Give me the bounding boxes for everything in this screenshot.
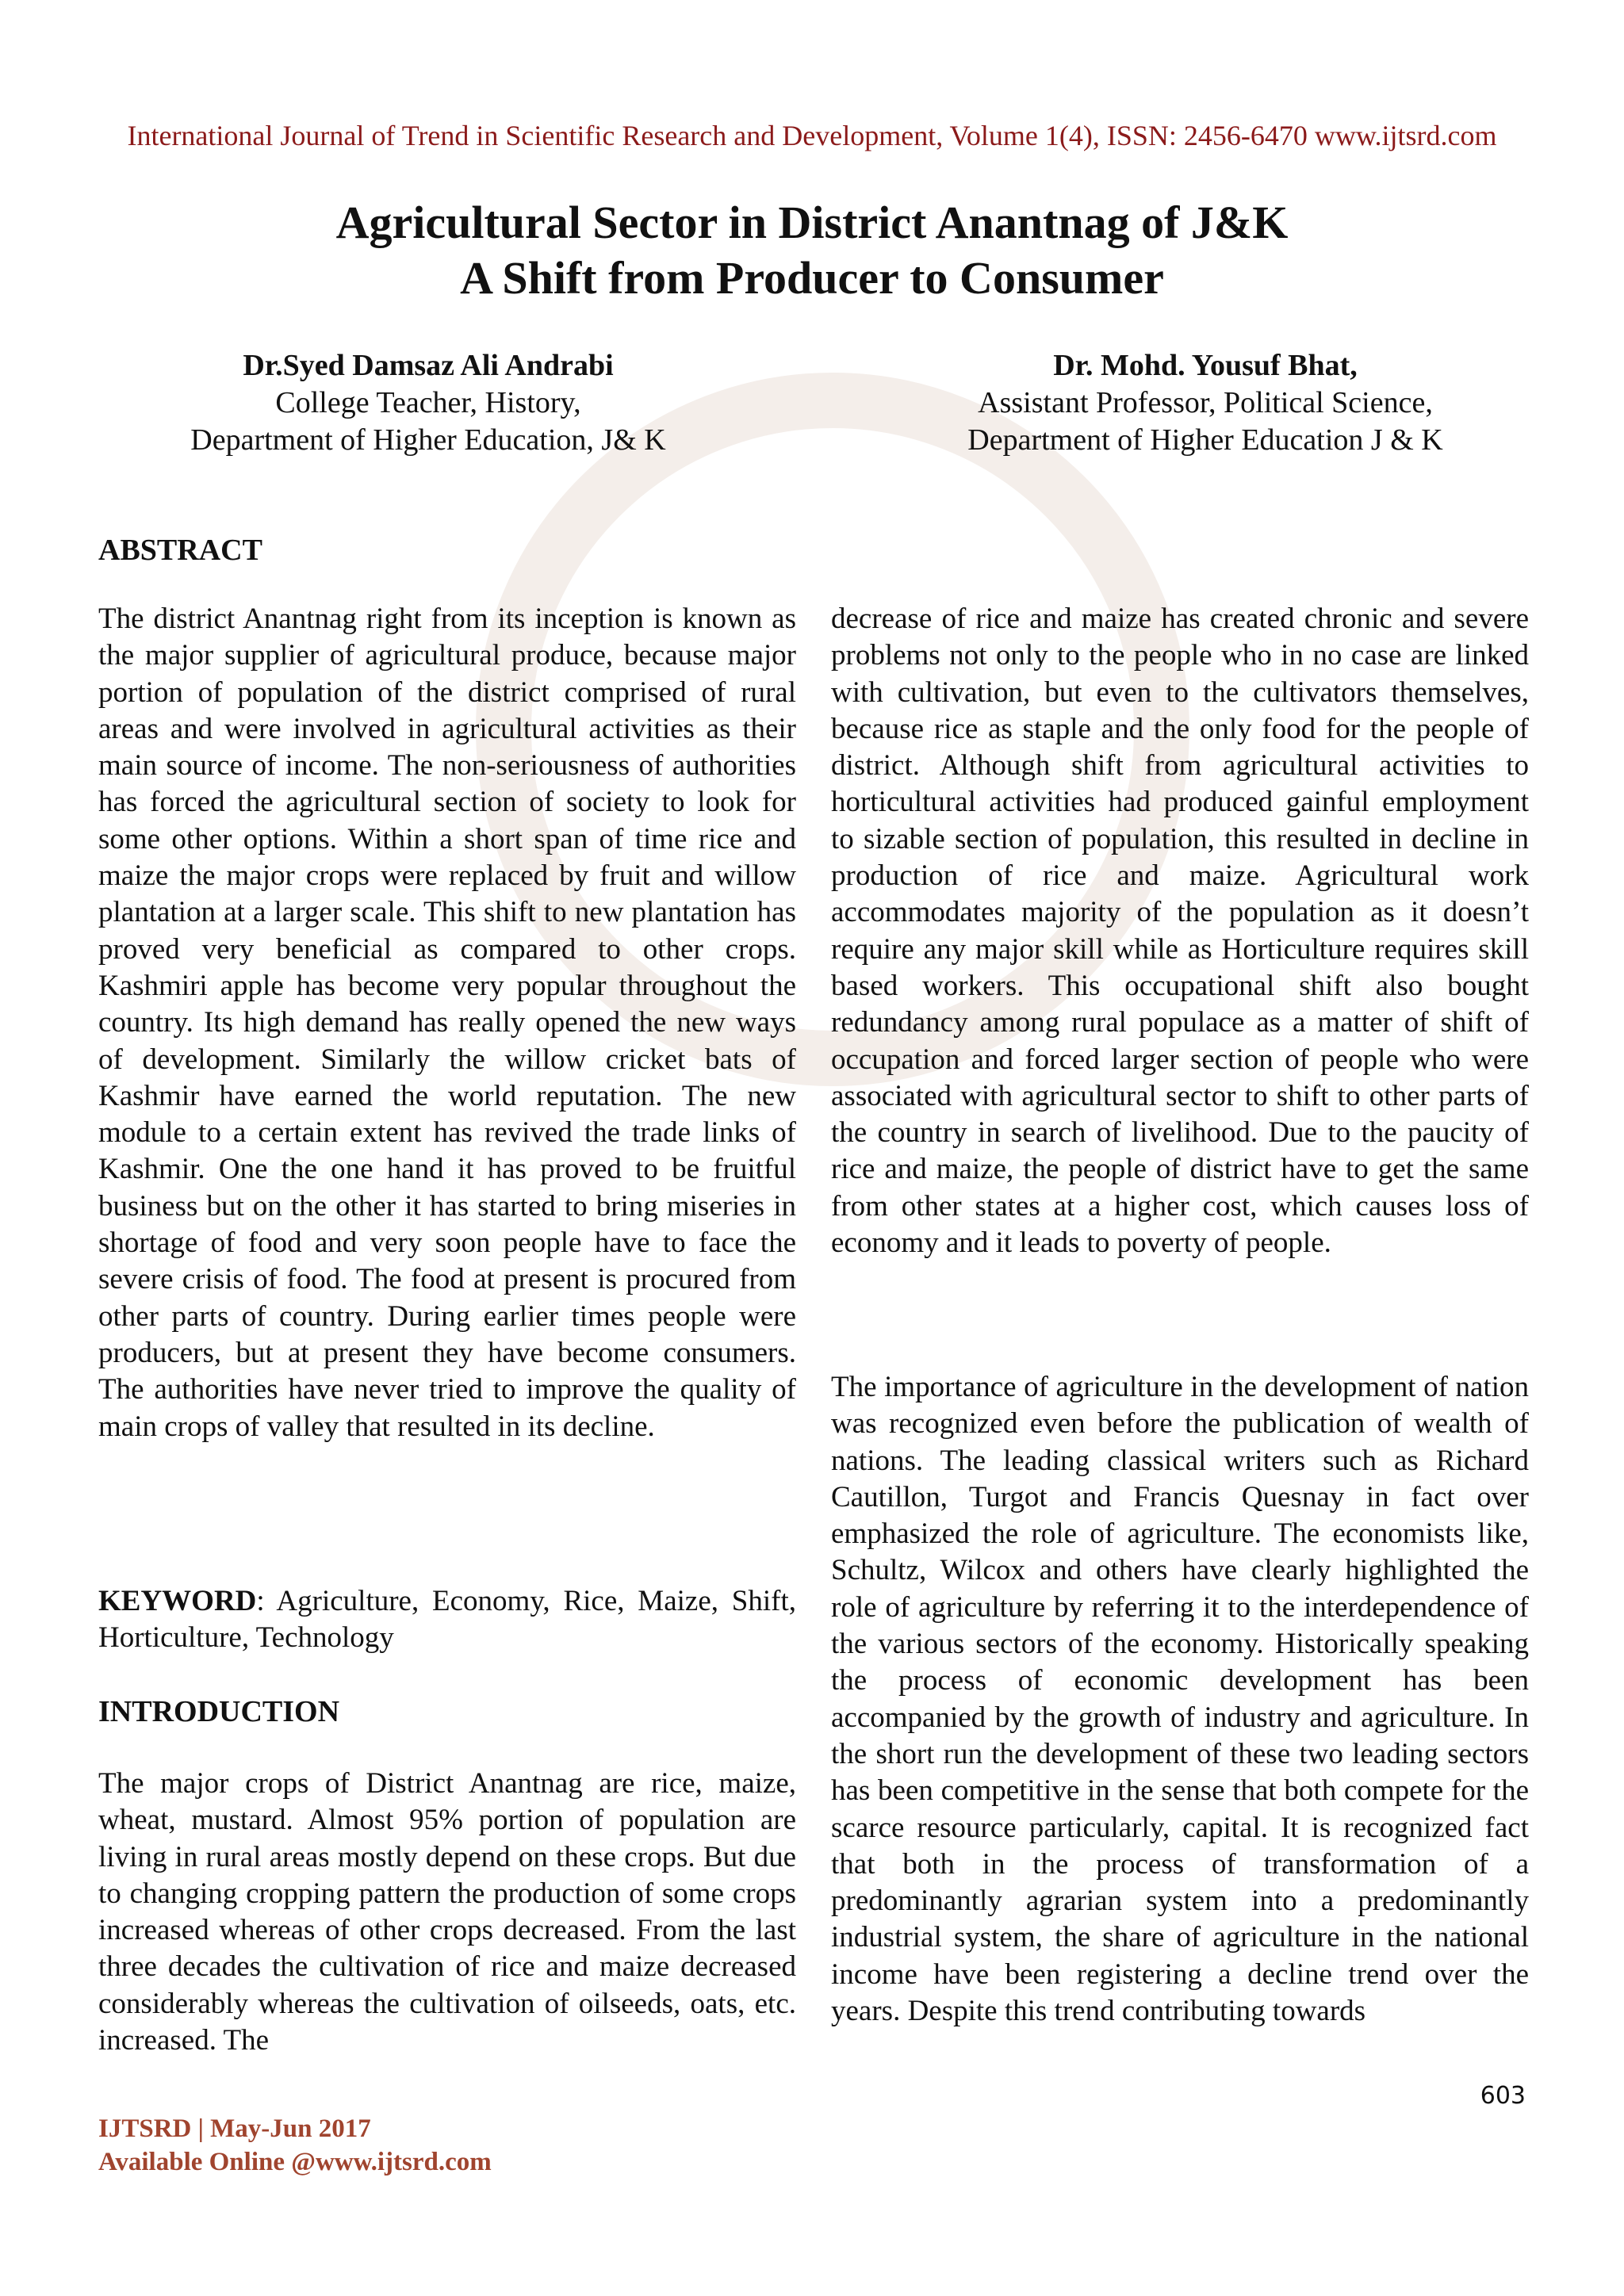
author-name: Dr.Syed Damsaz Ali Andrabi: [243, 349, 614, 382]
abstract-heading: ABSTRACT: [98, 534, 262, 567]
right-column-lower: [831, 1369, 1529, 2030]
paper-title: [0, 195, 1624, 306]
introduction-text: The major crops of District Anantnag are rice, maize, wheat, mustard. Almost 95% portion of population are living in rural areas mostly depend on these crops. But due to changing cropping pattern the production of some crops increased whereas of other crops decreased. From the last three decades the cultivation of rice and maize decreased considerably whereas the cultivation of oilseeds, oats, etc. increased. The: [98, 1767, 796, 2057]
left-column: [98, 601, 796, 1445]
keywords-block: [98, 1583, 796, 1657]
running-header: International Journal of Trend in Scientific Research and Development, Volume 1(4), ISSN: 2456-6470 www.ijtsrd.com: [127, 120, 1497, 151]
introduction-block: [98, 1766, 796, 2059]
right-column: [831, 601, 1529, 1261]
footer-website: Available Online @www.ijtsrd.com: [98, 2148, 492, 2176]
keywords-list: : Agriculture, Economy, Rice, Maize, Shift, Horticulture, Technology: [98, 1585, 796, 1655]
page-number: 603: [1480, 2082, 1526, 2110]
author-position: College Teacher, History,: [275, 386, 581, 419]
footer-journal: IJTSRD | May-Jun 2017: [98, 2114, 371, 2143]
title-line-2: A Shift from Producer to Consumer: [460, 252, 1164, 304]
introduction-heading: INTRODUCTION: [98, 1695, 340, 1728]
keywords-text: [98, 1583, 796, 1657]
author-name: Dr. Mohd. Yousuf Bhat,: [1053, 349, 1358, 382]
author-block-2: [896, 347, 1515, 459]
author-block-1: [119, 347, 737, 459]
abstract-text: The district Anantnag right from its inception is known as the major supplier of agricultural produce, because major portion of population of the district comprised of rural areas and were involved in agricultural activities as their main source of income. The non-seriousness of authorities has forced the agricultural section of society to look for some other options. Within a short span of time rice and maize the major crops were replaced by fruit and willow plantation at a larger scale. This shift to new plantation has proved very beneficial as compared to other crops. Kashmiri apple has become very popular throughout the country. Its high demand has really opened the new ways of development. Similarly the willow cricket bats of Kashmir have earned the world reputation. The new module to a certain extent has revived the trade links of Kashmir. One the one hand it has proved to be fruitful business but on the other it has started to bring miseries in shortage of food and very soon people have to face the severe crisis of food. The food at present is procured from other parts of country. During earlier times people were producers, but at present they have become consumers. The authorities have never tried to improve the quality of main crops of valley that resulted in its decline.: [98, 603, 796, 1443]
right-paragraph-1: decrease of rice and maize has created chronic and severe problems not only to the people who in no case are linked with cultivation, but even to the cultivators themselves, because rice as staple and the only food for the people of district. Although shift from agricultural activities to horticultural activities had produced gainful employment to sizable section of population, this resulted in decline in production of rice and maize. Agricultural work accommodates majority of the population as it doesn’t require any major skill while as Horticulture requires skill based workers. This occupational shift also bought redundancy among rural populace as a matter of shift of occupation and forced larger section of people who were associated with agricultural sector to shift to other parts of the country in search of livelihood. Due to the paucity of rice and maize, the people of district have to get the same from other states at a higher cost, which causes loss of economy and it leads to poverty of people.: [831, 603, 1529, 1260]
keywords-label: KEYWORD: [98, 1585, 257, 1617]
title-line-1: Agricultural Sector in District Anantnag of J&K: [335, 197, 1289, 248]
author-department: Department of Higher Education J & K: [967, 423, 1443, 457]
right-paragraph-2: The importance of agriculture in the development of nation was recognized even before the publication of wealth of nations. The leading classical writers such as Richard Cautillon, Turgot and Francis Quesnay in fact over emphasized the role of agriculture. The economists like, Schultz, Wilcox and others have clearly highlighted the role of agriculture by referring it to the interdependence of the various sectors of the economy. Historically speaking the process of economic development has been accompanied by the growth of industry and agriculture. In the short run the development of these two leading sectors has been competitive in the sense that both compete for the scarce resource particularly, capital. It is recognized fact that both in the process of transformation of a predominantly agrarian system into a predominantly industrial system, the share of agriculture in the national income have been registering a decline trend over the years. Despite this trend contributing towards: [831, 1371, 1529, 2028]
author-department: Department of Higher Education, J& K: [190, 423, 666, 457]
author-position: Assistant Professor, Political Science,: [978, 386, 1433, 419]
